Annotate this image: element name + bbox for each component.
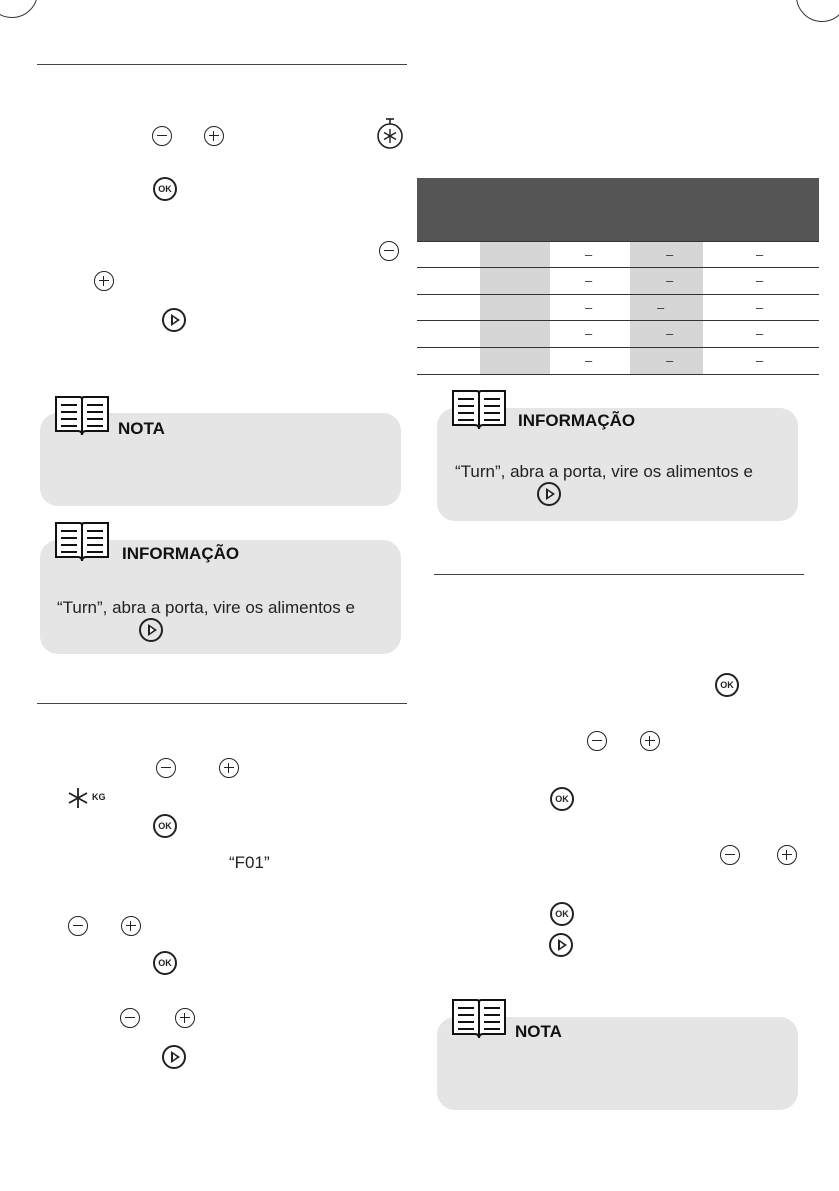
table-cell: – [756,326,764,341]
table-cell: – [585,273,593,288]
table-cell: – [756,247,764,262]
table-cell-grey [480,321,550,347]
minus-circle-icon [156,758,176,778]
plus-circle-icon [204,126,224,146]
note-title: NOTA [515,1022,562,1041]
table-cell-grey [630,295,703,321]
ok-button-icon: OK [715,673,739,697]
table-cell: – [666,326,674,341]
ok-button-icon: OK [550,902,574,926]
table-row [417,320,819,347]
table-row [417,267,819,294]
info-text: “Turn”, abra a porta, vire os alimentos e [57,598,355,617]
crop-mark-right [796,0,839,22]
table-row [417,347,819,375]
play-button-icon [537,482,561,506]
book-icon [54,395,110,439]
minus-circle-icon [68,916,88,936]
table-cell: – [585,300,593,315]
book-icon [451,389,507,433]
ok-button-icon: OK [550,787,574,811]
minus-circle-icon [152,126,172,146]
section-divider-top-left [37,64,407,65]
minus-circle-icon [379,241,399,261]
minus-circle-icon [587,731,607,751]
info-text: “Turn”, abra a porta, vire os alimentos e [455,462,753,481]
plus-circle-icon [640,731,660,751]
play-button-icon [549,933,573,957]
table-cell: – [657,300,665,315]
table-cell: – [756,273,764,288]
book-icon [54,521,110,565]
plus-circle-icon [219,758,239,778]
note-title: NOTA [118,419,165,438]
table-cell: – [666,247,674,262]
crop-mark-left [0,0,38,18]
info-title: INFORMAÇÃO [122,544,240,563]
play-button-icon [162,1045,186,1069]
table-cell-grey [480,348,550,374]
plus-circle-icon [777,845,797,865]
plus-circle-icon [175,1008,195,1028]
plus-circle-icon [94,271,114,291]
table-row [417,294,819,321]
table-cell-grey [480,268,550,294]
section-divider-right [434,574,804,575]
f01-code: “F01” [229,853,270,872]
table-cell: – [666,353,674,368]
minus-circle-icon [120,1008,140,1028]
timer-snowflake-icon [375,117,405,151]
table-cell-grey [480,295,550,321]
table-row [417,241,819,268]
ok-button-icon: OK [153,951,177,975]
snowflake-icon [66,786,90,810]
table-cell-grey [480,242,550,268]
table-cell: – [585,353,593,368]
table-cell: – [585,326,593,341]
kg-label: KG [92,792,106,802]
section-divider-mid-left [37,703,407,704]
book-icon [451,998,507,1042]
table-cell: – [585,247,593,262]
table-cell: – [756,353,764,368]
table-cell: – [666,273,674,288]
table-cell: – [756,300,764,315]
info-title: INFORMAÇÃO [518,411,636,430]
ok-button-icon: OK [153,177,177,201]
play-button-icon [162,308,186,332]
play-button-icon [139,618,163,642]
minus-circle-icon [720,845,740,865]
ok-button-icon: OK [153,814,177,838]
table-header [417,178,819,241]
plus-circle-icon [121,916,141,936]
